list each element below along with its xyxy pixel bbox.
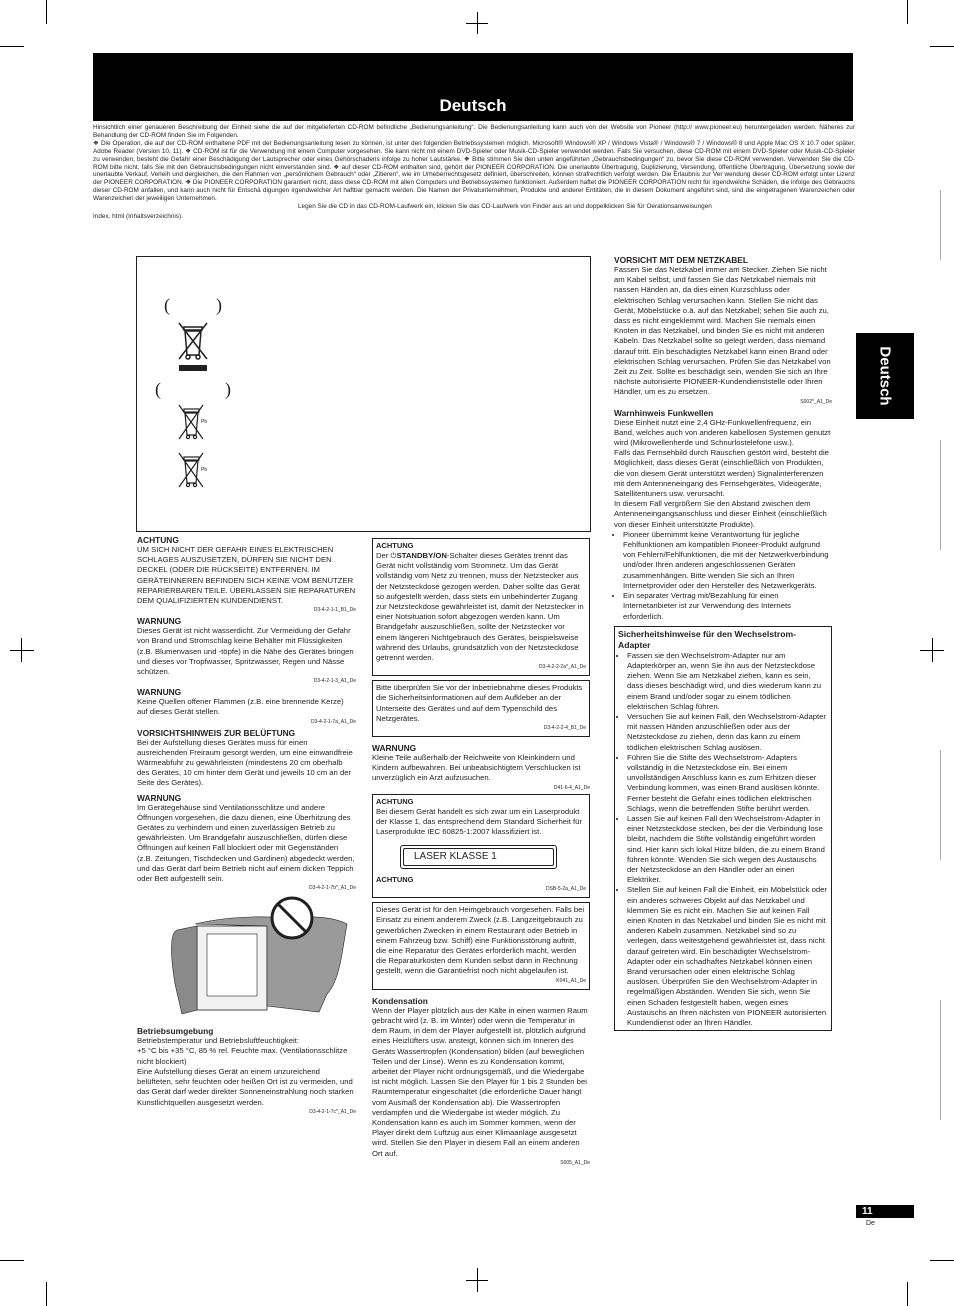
crop-mark bbox=[932, 638, 933, 662]
svg-text:): ) bbox=[225, 379, 231, 399]
side-tab-label: Deutsch bbox=[876, 346, 894, 406]
power-icon: ⏻ bbox=[390, 551, 397, 560]
section-title: VORSICHT MIT DEM NETZKABEL bbox=[614, 255, 748, 265]
doc-code: D3-4-2-1-7a_A1_De bbox=[310, 718, 356, 725]
section-text: Falls das Fernsehbild durch Rauschen gestört wird, besteht die Möglichkeit, dass dieses Gerät (einschließlich von Produkten, die von diesem Gerät unterstützt werden) Signalinterferenzen mit dem Antenneneingang des Fernsehgerätes, Videogeräte, Satellitentuners usw. verursacht. bbox=[614, 448, 829, 499]
svg-text:(: ( bbox=[155, 379, 161, 399]
caution-box-standby bbox=[372, 538, 590, 676]
svg-text:(: ( bbox=[164, 295, 170, 315]
laser-class-label bbox=[400, 845, 557, 869]
ventilation-illustration bbox=[137, 894, 356, 1022]
list-item: • Stellen Sie auf keinen Fall die Einheit, ein Möbelstück oder ein anderes schweres Objekt auf das Netzkabel und klemmen Sie es nicht ein. Machen Sie auf keinen Fall einen Knoten in das Netzkabel und binden Sie es nicht mit anderen Kabeln zusammen. Netzkabel sind so zu verlegen, dass weitestgehend gewährleistet ist, dass nicht darauf getreten wird. Ein beschädigter Wechselstrom-Adapter oder ein schadhaftes Netzkabel können einen Brand verursachen oder einen elektrische Schlag auslösen. Überprüfen Sie den Wechselstrom-Adapter in regelmäßigen Abständen. Wenden Sie sich, wenn Sie einen Schaden festgestellt haben, wegen eines Austauschs an Ihren nächsten von PIONEER autorisierten Kundendienst oder an Ihren Händler. bbox=[627, 885, 828, 1028]
section-text: Bitte überprüfen Sie vor der Inbetriebnahme dieses Produkts die Sicherheitsinformationen auf dem Aufkleber an der Unterseite des Gerätes und auf dem Typenschild des Netzgerätes. bbox=[376, 683, 583, 723]
side-tab bbox=[856, 333, 914, 419]
section-text bbox=[376, 551, 586, 663]
doc-code: D3-4-2-1-7b*_A1_De bbox=[309, 885, 356, 892]
doc-code: D3-4-2-1-3_A1_De bbox=[313, 678, 356, 685]
laser-box bbox=[372, 794, 590, 899]
crossed-battery-bin-icon bbox=[179, 453, 207, 487]
section-text: Dieses Gerät ist für den Heimgebrauch vorgesehen. Falls bei Einsatz zu einem anderem Zweck (z.B. Langzeitgebrauch zu gewerblichen Zwecken in einem Restaurant oder Betrieb in einem Fahrzeug bzw. Schiff) eine Funktionsstörung auftritt, die eine Reparatur des Gerätes erforderlich macht, werden die Reparaturkosten dem Kunden selbst dann in Rechnung gestellt, wenn die Garantiefrist noch nicht abgelaufen ist. bbox=[376, 905, 585, 976]
crop-mark bbox=[46, 0, 47, 24]
section-title: ACHTUNG bbox=[376, 796, 414, 806]
crop-mark bbox=[907, 0, 908, 24]
doc-code: DSB-5-2a_A1_De bbox=[545, 886, 586, 893]
header-bar bbox=[93, 53, 853, 121]
section-text: In diesem Fall vergrößern Sie den Abstand zwischen dem Antenneneingangsanschluss und dieser Einheit (einschließlich von dieser Einheit unterstützte Produkte). bbox=[614, 499, 827, 529]
list-item: • Pioneer übernimmt keine Verantwortung für jegliche Fehlfunktionen am kompatiblen Pioneer-Produkt aufgrund von Fehlern/Fehlfunktionen, die mit der Netzwerkverbindung und/oder Ihren anderen angeschlossenen Geräten zusammenhängen. Bitte wenden Sie sich an Ihren Internetprovider oder den Hersteller des Netzwerkgeräts. bbox=[623, 530, 832, 591]
crop-mark bbox=[930, 46, 954, 47]
list-item: • Versuchen Sie auf keinen Fall, den Wechselstrom-Adapter mit nassen Händen anzuschließen oder aus der Netzsteckdose zu ziehen, denn das kann zu einem tödlichen elektrischen Schlag auslösen. bbox=[627, 712, 828, 753]
section-text: Betriebstemperatur und Betriebsluftfeuchtigkeit: bbox=[137, 1036, 299, 1046]
page-number-bar bbox=[856, 1205, 914, 1218]
doc-code: D3-4-2-2-2a*_A1_De bbox=[539, 664, 586, 671]
section-title: Warnhinweis Funkwellen bbox=[614, 407, 714, 418]
doc-code: D3-4-2-1-7c*_A1_De bbox=[309, 1108, 356, 1115]
edge-rule bbox=[940, 1000, 941, 1120]
section-text: Bei diesem Gerät handelt es sich zwar um ein Laserprodukt der Klasse 1, das entsprechend dem Standard Sicherheit für Laserprodukte IEC 60825-1:2007 klassifiziert ist. bbox=[376, 806, 582, 837]
section-title: Sicherheitshinweise für den Wechselstrom-Adapter bbox=[618, 628, 796, 650]
section-text: Keine Quellen offener Flammen (z.B. eine brennende Kerze) auf dieses Gerät stellen. bbox=[137, 697, 344, 717]
crop-mark bbox=[0, 46, 24, 47]
svg-text:): ) bbox=[216, 295, 222, 315]
crop-mark bbox=[0, 1260, 24, 1261]
section-title: WARNUNG bbox=[137, 792, 182, 803]
disposal-symbols bbox=[137, 257, 590, 531]
column-right bbox=[614, 255, 832, 1031]
adapter-safety-box bbox=[614, 626, 832, 1032]
column-middle bbox=[372, 538, 590, 1169]
safety-label-box bbox=[372, 680, 590, 737]
edge-rule bbox=[940, 190, 941, 260]
list-item: • Lassen Sie auf keinen Fall den Wechselstrom-Adapter in einer Netzsteckdose stecken, bei der die Verbindung lose bleibt, nachdem die Stifte vollständig eingeführt worden sind. Hier kann sich lokal Hitze bilden, die zu einem Brand führen könnte. Wenden Sie sich wegen des Austauschs der Netzsteckdose an den Händler oder an einen Elektriker. bbox=[627, 814, 828, 885]
edge-rule bbox=[940, 750, 941, 860]
section-title: WARNUNG bbox=[137, 687, 182, 698]
list-item: • Führen Sie die Stifte des Wechselstrom- Adapters vollständig in die Netzsteckdose ein. Bei einem unvollständigen Anschluss kann es zum Erhitzen dieser Verbindung kommen, was einen Brand auslösen könnte. Ferner besteht die Gefahr eines tödlichen elektrischen Schlags, wenn die betreffenden Stifte berührt werden. bbox=[627, 753, 828, 814]
crossed-battery-bin-icon bbox=[179, 405, 207, 439]
section-title: ACHTUNG bbox=[376, 541, 414, 550]
section-text: Dieses Gerät ist nicht wasserdicht. Zur Vermeidung der Gefahr von Brand und Stromschlag keine Behälter mit Flüssigkeiten (z.B. Blumenvasen und -töpfe) in die Nähe des Gerätes bringen und dieses vor Tropfwasser, Spritzwasser, Regen und Nässe schützen. bbox=[137, 626, 354, 677]
svg-text:Pb: Pb bbox=[201, 419, 208, 425]
home-use-box bbox=[372, 902, 590, 989]
intro-paragraph: Index. html (Inhaltsverzeichnis). bbox=[93, 212, 183, 220]
section-text: UM SICH NICHT DER GEFAHR EINES ELEKTRISCHEN SCHLAGES AUSZUSETZEN, DÜRFEN SIE NICHT DEN DECKEL (ODER DIE RÜCKSEITE) ENTFERNEN. IM GERÄTEINNEREN BEFINDEN SICH KEINE VOM BENUTZER REPARIERBAREN TEILE. ÜBERLASSEN SIE REPARATUREN DEM QUALIFIZIERTEN KUNDENDIENST. bbox=[137, 545, 356, 606]
intro-paragraph: Legen Sie die CD in das CD-ROM-Laufwerk ein, klicken Sie das CD-Laufwerk von Finder aus an und doppelklicken Sie für Oerationsanweisungen bbox=[298, 203, 712, 211]
intro-paragraph: Hinsichtlich einer genaueren Beschreibung der Einheit siehe die auf der mitgelieferten CD-ROM befindliche „Bedienungsanleitung“. Die Bedienungsanleitung kann auch von der Website von Pioneer (http:// www.pioneer.eu) heruntergeladen werden. Näheres zur Behandlung der CD-ROM finden Sie im Folgenden. bbox=[93, 124, 855, 139]
section-title: WARNUNG bbox=[137, 616, 182, 627]
intro-text bbox=[93, 124, 855, 221]
crop-mark bbox=[930, 1260, 954, 1261]
doc-code: K041_A1_De bbox=[556, 977, 586, 984]
page-number: 11 bbox=[862, 1206, 873, 1217]
standby-label: STANDBY/ON bbox=[396, 551, 447, 560]
crop-mark bbox=[21, 638, 22, 662]
crop-mark bbox=[466, 23, 488, 24]
laser-class-text: LASER KLASSE 1 bbox=[403, 848, 554, 866]
edge-rule bbox=[940, 440, 941, 550]
crop-mark bbox=[466, 1280, 488, 1281]
section-text: Bei der Aufstellung dieses Gerätes muss für einen ausreichenden Freiraum gesorgt werden, um eine einwandfreie Wärmeabfuhr zu gewährleisten (mindestens 20 cm oberhalb des Gerätes, 10 cm hinter dem Gerät und jeweils 10 cm an der Seite des Gerätes). bbox=[137, 737, 353, 788]
section-text: Fassen Sie das Netzkabel immer am Stecker. Ziehen Sie nicht am Kabel selbst, und fassen Sie das Netzkabel niemals mit nassen Händen an, da dies einen Kurzschluss oder elektrischen Schlag verursachen kann. Stellen Sie nicht das Gerät, Möbelstücke o.ä. auf das Netzkabel; sehen Sie auch zu, dass es nicht eingeklemmt wird. Machen Sie niemals einen Knoten in das Netzkabel, und binden Sie es nicht mit anderen Kabeln. Das Netzkabel sollte so gelegt werden, dass niemand darauf tritt. Ein beschädigtes Netzkabel kann einen Brand oder elektrischen Schlag verursachen. Prüfen Sie das Netzkabel von Zeit zu Zeit. Sollte es beschädigt sein, wenden Sie sich an Ihre nächste autorisierte PIONEER-Kundendienststelle oder Ihren Händler, um es zu ersetzen. bbox=[614, 265, 831, 397]
bullet-list bbox=[614, 530, 832, 622]
doc-code: D3-4-2-2-4_B1_De bbox=[543, 725, 586, 732]
standby-text: -Schalter dieses Gerätes trennt das Gerät nicht vollständig vom Stromnetz. Um das Gerät vollständig vom Netz zu trennen, muss der Netzstecker aus der Netzsteckdose gezogen werden. Daher sollte das Gerät so aufgestellt werden, dass stets ein unbehinderter Zugang zur Netzsteckdose gewährleistet ist, damit der Netzstecker in einer Notsituation sofort abgezogen werden kann. Um Brandgefahr auszuschließen, sollte der Netzstecker vor einem längeren Nichtgebrauch des Gerätes, beispielsweise während des Urlaubs, grundsätzlich von der Netzsteckdose getrennt werden. bbox=[376, 551, 584, 663]
doc-code: D3-4-2-1-1_B1_De bbox=[313, 607, 356, 614]
list-item: • Fassen sie den Wechselstrom-Adapter nur am Adapterkörper an, wenn Sie ihn aus der Netzsteckdose ziehen. Wenn Sie am Netzkabel ziehen, kann es sein, dass dieses beschädigt wird, und dies wiederum kann zu einem Brand und/oder sogar zu einem tödlichen elektrischen Schlag führen. bbox=[627, 651, 828, 712]
column-left bbox=[137, 535, 356, 1118]
crop-mark bbox=[907, 1282, 908, 1306]
crop-mark bbox=[46, 1282, 47, 1306]
page-title: Deutsch bbox=[439, 96, 507, 115]
intro-paragraph: ❖ Die Operation, die auf der CD-ROM enthaltene PDF mit der Bedienungsanleitung lesen zu können, ist unter den folgenden Betriebssystemen möglich. Microsoft® Windows® XP / Windows Vista® / Windows® 7 / Windows® 8 und Apple Mac OS X 10.7 oder später, Adobe Reader (Version 10, 11). ❖ CD-ROM ist für die Verwendung mit einem Computer vorgesehen. Sie kann nicht mit einem DVD-Spieler oder Musik-CD-Spieler verwendet werden. Falls Sie versuchen, diese CD-ROM mit einem DVD-Spieler oder Musik-CD-Spieler zu verwenden, besteht die Gefahr einer Beschädigung der Lautsprecher oder eines Gehörschadens infolge zu hoher Lautstärke. ❖ Bitte stimmen Sie den unten angeführten „Gebrauchsbedingungen“ zu, bevor Sie diese CD-ROM verwenden. Verwenden Sie die CD-ROM bitte nicht, falls Sie mit den Gebrauchsbedingungen nicht einverstanden sind. ❖ auf dieser CD-ROM enthalten sind, gehört der PIONEER CORPORATION. Die unerlaubte Übertragung, Duplizierung, Versendung, öffentliche Übertragung, Übersetzung sowie der unerlaubte Verkauf, Verleih und dergleichen, die den Rahmen von „persönlichem Gebrauch“ oder „Zitieren“, wie im Urheberrechtsgesetz definiert, überschreiten, können strafrechtlich verfolgt werden. Die Erlaubnis zur Ver wendung dieser CD-ROM erfolgt unter Lizenz der PIONEER CORPORATION. ❖ Die PIONEER CORPORATION garantiert nicht, dass diese CD-ROM mit allen Computers und Betriebssystemen funktioniert. Außerdem haftet die PIONEER CORPORATION nicht für irgendwelche Schäden, die infolge des Gebrauchs dieser CD-ROM anfallen, und kann auch nicht für Entschä digungen irgendwelcher Art haftbar gemacht werden. Die Namen der Privatunternehmen, Produkte und anderer Entitäten, die in diesem Dokument angeführt sind, sind die eingetragenen Warenzeichen oder Warenzeichen der jeweiligen Unternehmen. bbox=[93, 139, 855, 203]
section-title: VORSICHTSHINWEIS ZUR BELÜFTUNG bbox=[137, 727, 296, 738]
section-title: ACHTUNG bbox=[137, 535, 179, 545]
section-text: Diese Einheit nutzt eine 2,4 GHz-Funkwellenfrequenz, ein Band, welches auch von anderen kabellosen Systemen genutzt wird (Mikrowellenherde und Schnurlostelefone usw.). bbox=[614, 417, 831, 448]
doc-code: S002*_A1_De bbox=[800, 398, 832, 405]
section-title: ACHTUNG bbox=[376, 875, 414, 885]
standby-prefix: Der bbox=[376, 551, 391, 560]
disposal-symbols-box bbox=[136, 256, 591, 532]
section-title: Kondensation bbox=[372, 995, 428, 1006]
crop-mark bbox=[10, 650, 34, 651]
section-text: +5 °C bis +35 °C, 85 % rel. Feuchte max. (Ventilationsschlitze nicht blockiert) bbox=[137, 1046, 348, 1066]
bullet-list bbox=[618, 651, 828, 1029]
doc-code: S005_A1_De bbox=[560, 1159, 590, 1166]
section-text: Wenn der Player plötzlich aus der Kälte in einen warmen Raum gebracht wird (z. B. im Winter) oder wenn die Temperatur in dem Raum, in dem der Player aufgestellt ist, plötzlich aufgrund eines Heizlüfters usw. ansteigt, können sich im Inneren des Geräts Wassertropfen (Kondensation) bilden (auf beweglichen Teilen und der Linse). Wenn es zu Kondensation kommt, arbeitet der Player nicht ordnungsgemäß, und die Wiedergabe ist nicht möglich. Lassen Sie den Player für 1 bis 2 Stunden bei Raumtemperatur eingeschaltet (die erforderliche Dauer hängt vom Ausmaß der Kondensation ab). Die Wassertropfen verdampfen und die Wiedergabe ist wieder möglich. Zu Kondensation kann es auch im Sommer kommen, wenn der Player direkt dem Luftzug aus einer Klimaanlage ausgesetzt wird. Stellen Sie den Player in diesem Fall an einem anderen Ort auf. bbox=[372, 1005, 588, 1158]
svg-text:Pb: Pb bbox=[201, 467, 208, 473]
section-text: Kleine Teile außerhalb der Reichweite von Kleinkindern und Kindern aufbewahren. Bei unbeabsichtigtem Verschlucken ist unverzüglich ein Arzt aufzusuchen. bbox=[372, 753, 581, 783]
doc-code: D41-6-4_A1_De bbox=[553, 784, 590, 791]
section-text: Eine Aufstellung dieses Gerät an einem unzureichend belüfteten, sehr feuchten oder heißen Ort ist zu vermeiden, und das Gerät darf weder direkter Sonneneinstrahlung noch starken Kunstlichtquellen ausgesetzt werden. bbox=[137, 1066, 354, 1107]
crossed-bin-icon bbox=[179, 323, 207, 359]
page-lang: De bbox=[866, 1220, 875, 1227]
list-item: • Ein separater Vertrag mit/Bezahlung für einen Internetanbieter ist zur Verwendung des Internets erforderlich. bbox=[623, 591, 832, 622]
section-text: Im Gerätegehäuse sind Ventilationsschlitze und andere Öffnungen vorgesehen, die dazu dienen, eine Überhitzung des Gerätes zu verhindern und einen zuverlässigen Betrieb zu gewährleisten. Um Brandgefahr auszuschließen, dürfen diese Öffnungen auf keinen Fall blockiert oder mit Gegenständen (z.B. Zeitungen, Tischdecken und Gardinen) abgedeckt werden, und das Gerät darf beim Betrieb nicht auf einem dicken Teppich oder Bett aufgestellt sein. bbox=[137, 802, 355, 884]
section-title: WARNUNG bbox=[372, 743, 417, 754]
section-title: Betriebsumgebung bbox=[137, 1026, 214, 1037]
prohibited-icon bbox=[272, 898, 312, 938]
